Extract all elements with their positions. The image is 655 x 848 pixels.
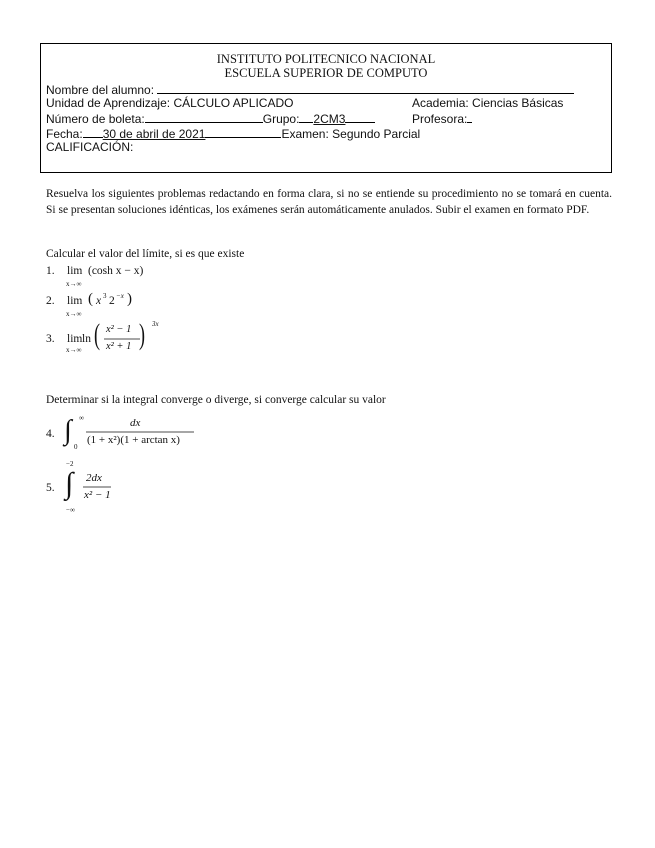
problem4-lower-limit: 0 bbox=[74, 443, 78, 451]
problem4-integral-sign: ∫ bbox=[64, 415, 72, 446]
exam-value: Segundo Parcial bbox=[332, 127, 421, 141]
problem2-lim: lim bbox=[67, 295, 83, 307]
academy-row bbox=[412, 96, 563, 110]
problem4-numerator: dx bbox=[130, 417, 141, 429]
student-name-label: Nombre del alumno: bbox=[46, 83, 155, 97]
section2-heading: Determinar si la integral converge o diverge, si converge calcular su valor bbox=[46, 394, 386, 406]
grade-label: CALIFICACIÓN: bbox=[46, 140, 134, 154]
date-value: 30 de abril de 2021 bbox=[102, 127, 206, 141]
problem1-body: (cosh x − x) bbox=[88, 265, 144, 277]
professor-field[interactable] bbox=[467, 111, 472, 123]
problem5-fraction-bar bbox=[83, 486, 111, 488]
problem2-exp2: −x bbox=[116, 292, 124, 300]
problem5-number: 5. bbox=[46, 482, 55, 494]
problem4-denominator: (1 + x²)(1 + arctan x) bbox=[87, 434, 180, 446]
unit-label: Unidad de Aprendizaje: bbox=[46, 96, 171, 110]
problem4-fraction-bar bbox=[86, 431, 194, 433]
problem4-number: 4. bbox=[46, 428, 55, 440]
problem3-number: 3. bbox=[46, 333, 55, 345]
date-row bbox=[46, 126, 420, 141]
problem3-lim-subscript: x→∞ bbox=[66, 346, 82, 354]
problem2-close-paren: ) bbox=[127, 291, 132, 307]
boleta-label: Número de boleta: bbox=[46, 112, 145, 126]
problem2-base: x bbox=[96, 295, 102, 307]
problem2-mid: 2 bbox=[109, 295, 115, 307]
school-name: ESCUELA SUPERIOR DE COMPUTO bbox=[224, 66, 428, 80]
problem1-lim: lim bbox=[67, 265, 83, 277]
problem5-lower-limit: −∞ bbox=[66, 506, 75, 514]
exam-label: Examen: bbox=[281, 127, 329, 141]
problem1-number: 1. bbox=[46, 265, 55, 277]
problem3-denominator: x² + 1 bbox=[106, 341, 132, 352]
unit-value: CÁLCULO APLICADO bbox=[173, 96, 294, 110]
problem5-numerator: 2dx bbox=[86, 472, 102, 484]
problem4-upper-limit: ∞ bbox=[79, 414, 84, 422]
problem3-ln: ln bbox=[82, 333, 91, 345]
student-name-row bbox=[46, 82, 574, 97]
problem3-exponent: 3x bbox=[152, 320, 159, 328]
problem5-denominator: x² − 1 bbox=[84, 489, 111, 501]
problem3-numerator: x² − 1 bbox=[106, 324, 132, 335]
date-label: Fecha: bbox=[46, 127, 83, 141]
professor-row bbox=[412, 111, 472, 126]
problem2-lim-subscript: x→∞ bbox=[66, 310, 82, 318]
problem1-lim-subscript: x→∞ bbox=[66, 280, 82, 288]
boleta-row bbox=[46, 111, 375, 126]
problem3-open-paren: ( bbox=[94, 318, 100, 351]
group-label: Grupo: bbox=[262, 112, 300, 126]
problem3-close-paren: ) bbox=[139, 318, 145, 351]
institute-name: INSTITUTO POLITECNICO NACIONAL bbox=[216, 52, 436, 66]
exam-header bbox=[40, 43, 612, 173]
academy-value: Ciencias Básicas bbox=[472, 96, 564, 110]
problem3-lim: lim bbox=[67, 333, 83, 345]
problem2-number: 2. bbox=[46, 295, 55, 307]
professor-label: Profesora: bbox=[412, 112, 468, 126]
group-value: 2CM3 bbox=[313, 112, 346, 126]
problem2-exp1: 3 bbox=[103, 292, 107, 300]
problem2-open-paren: ( bbox=[88, 291, 93, 307]
problem3-fraction-bar bbox=[104, 338, 140, 340]
section1-heading: Calcular el valor del límite, si es que existe bbox=[46, 248, 245, 260]
academy-label: Academia: bbox=[412, 96, 469, 110]
unit-row bbox=[46, 96, 293, 110]
problem5-integral-sign: ∫ bbox=[65, 467, 74, 500]
instructions-text: Resuelva los siguientes problemas redactando en forma clara, si no se entiende su procedimiento no se tomará en cuenta. Si se presentan soluciones idénticas, los exámenes serán automáticamente anulados. Subir el examen en formato PDF. bbox=[46, 188, 612, 216]
boleta-field[interactable] bbox=[145, 111, 263, 123]
problem5-upper-limit: −2 bbox=[66, 460, 74, 468]
student-name-field[interactable] bbox=[157, 82, 574, 94]
